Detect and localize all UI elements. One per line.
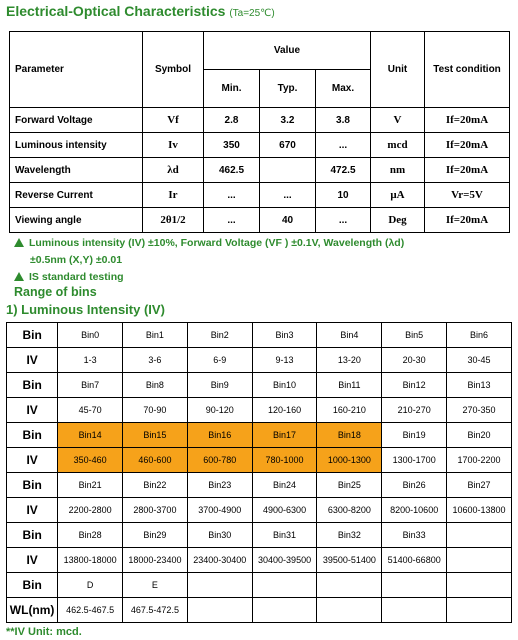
bins-cell: 462.5-467.5 bbox=[58, 598, 123, 623]
eo-row bbox=[10, 158, 510, 183]
min-cell: 462.5 bbox=[204, 158, 260, 183]
param-cell: Wavelength bbox=[10, 158, 143, 183]
bins-cell: 2200-2800 bbox=[58, 498, 123, 523]
typ-cell bbox=[260, 158, 316, 183]
bins-cell: 6300-8200 bbox=[317, 498, 382, 523]
bins-cell: Bin15 bbox=[123, 423, 188, 448]
test-condition-cell: If=20mA bbox=[425, 208, 510, 233]
symbol-cell: 2θ1/2 bbox=[143, 208, 204, 233]
header-value: Value bbox=[204, 32, 371, 70]
bins-cell: 90-120 bbox=[187, 398, 252, 423]
note-line-2: ±0.5nm (X,Y) ±0.01 bbox=[30, 254, 123, 266]
bins-cell: Bin16 bbox=[187, 423, 252, 448]
bins-cell: 460-600 bbox=[123, 448, 188, 473]
bins-cell bbox=[382, 598, 447, 623]
bins-cell bbox=[317, 598, 382, 623]
bins-row-label: IV bbox=[7, 348, 58, 373]
bins-cell: 3-6 bbox=[123, 348, 188, 373]
footer-iv-unit: **IV Unit: mcd. bbox=[6, 626, 82, 638]
min-cell: ... bbox=[204, 183, 260, 208]
param-cell: Viewing angle bbox=[10, 208, 143, 233]
bins-cell: Bin31 bbox=[252, 523, 317, 548]
bins-cell: 600-780 bbox=[187, 448, 252, 473]
eo-row bbox=[10, 133, 510, 158]
bins-row bbox=[7, 373, 512, 398]
bins-cell bbox=[187, 573, 252, 598]
bins-cell: Bin30 bbox=[187, 523, 252, 548]
symbol-cell: Vf bbox=[143, 108, 204, 133]
bins-row bbox=[7, 398, 512, 423]
typ-cell: 670 bbox=[260, 133, 316, 158]
bins-row-label: IV bbox=[7, 548, 58, 573]
bins-cell: Bin9 bbox=[187, 373, 252, 398]
bins-cell: 1300-1700 bbox=[382, 448, 447, 473]
note-standard bbox=[14, 271, 124, 283]
bins-cell: Bin32 bbox=[317, 523, 382, 548]
bins-row bbox=[7, 523, 512, 548]
test-condition-cell: If=20mA bbox=[425, 158, 510, 183]
bins-table bbox=[6, 322, 512, 623]
bins-cell: 210-270 bbox=[382, 398, 447, 423]
bins-cell: 18000-23400 bbox=[123, 548, 188, 573]
bins-cell bbox=[252, 598, 317, 623]
bins-cell bbox=[187, 598, 252, 623]
header-parameter: Parameter bbox=[10, 32, 143, 108]
bins-row-label: Bin bbox=[7, 573, 58, 598]
bins-cell: E bbox=[123, 573, 188, 598]
bins-cell: 8200-10600 bbox=[382, 498, 447, 523]
unit-cell: mcd bbox=[371, 133, 425, 158]
max-cell: 472.5 bbox=[316, 158, 371, 183]
bins-cell: Bin24 bbox=[252, 473, 317, 498]
min-cell: ... bbox=[204, 208, 260, 233]
bins-row bbox=[7, 498, 512, 523]
bins-cell: Bin12 bbox=[382, 373, 447, 398]
bins-cell: 1700-2200 bbox=[447, 448, 512, 473]
bins-row bbox=[7, 423, 512, 448]
bins-cell: D bbox=[58, 573, 123, 598]
electrical-optical-table bbox=[9, 31, 510, 233]
max-cell: 10 bbox=[316, 183, 371, 208]
bins-cell bbox=[252, 573, 317, 598]
bins-row-label: Bin bbox=[7, 373, 58, 398]
bins-cell: 467.5-472.5 bbox=[123, 598, 188, 623]
unit-cell: nm bbox=[371, 158, 425, 183]
bins-cell: Bin11 bbox=[317, 373, 382, 398]
bins-cell: Bin21 bbox=[58, 473, 123, 498]
triangle-icon bbox=[14, 272, 24, 281]
bins-cell: Bin2 bbox=[187, 323, 252, 348]
bins-cell: 120-160 bbox=[252, 398, 317, 423]
page-title bbox=[6, 3, 275, 19]
bins-cell: Bin10 bbox=[252, 373, 317, 398]
min-cell: 2.8 bbox=[204, 108, 260, 133]
typ-cell: 40 bbox=[260, 208, 316, 233]
triangle-icon bbox=[14, 238, 24, 247]
bins-cell bbox=[447, 598, 512, 623]
bins-cell: Bin26 bbox=[382, 473, 447, 498]
bins-row-label: IV bbox=[7, 448, 58, 473]
bins-cell: 160-210 bbox=[317, 398, 382, 423]
eo-row bbox=[10, 108, 510, 133]
bins-row-label: IV bbox=[7, 498, 58, 523]
typ-cell: ... bbox=[260, 183, 316, 208]
bins-cell: 780-1000 bbox=[252, 448, 317, 473]
bins-cell: Bin18 bbox=[317, 423, 382, 448]
bins-cell: 350-460 bbox=[58, 448, 123, 473]
bins-cell: 51400-66800 bbox=[382, 548, 447, 573]
section-luminous-intensity: 1) Luminous Intensity (IV) bbox=[6, 302, 165, 317]
note-line-3: IS standard testing bbox=[29, 271, 124, 283]
unit-cell: μA bbox=[371, 183, 425, 208]
eo-row bbox=[10, 183, 510, 208]
bins-cell bbox=[382, 573, 447, 598]
min-cell: 350 bbox=[204, 133, 260, 158]
bins-cell: Bin1 bbox=[123, 323, 188, 348]
bins-cell: Bin19 bbox=[382, 423, 447, 448]
bins-cell: 1000-1300 bbox=[317, 448, 382, 473]
bins-row bbox=[7, 348, 512, 373]
eo-row bbox=[10, 208, 510, 233]
test-condition-cell: If=20mA bbox=[425, 133, 510, 158]
bins-cell: Bin4 bbox=[317, 323, 382, 348]
bins-cell: 13-20 bbox=[317, 348, 382, 373]
bins-cell: Bin25 bbox=[317, 473, 382, 498]
bins-cell: Bin13 bbox=[447, 373, 512, 398]
section-range-of-bins: Range of bins bbox=[14, 285, 97, 299]
bins-cell: 9-13 bbox=[252, 348, 317, 373]
bins-row bbox=[7, 323, 512, 348]
bins-cell: 23400-30400 bbox=[187, 548, 252, 573]
bins-cell: 270-350 bbox=[447, 398, 512, 423]
bins-cell bbox=[447, 523, 512, 548]
max-cell: ... bbox=[316, 133, 371, 158]
test-condition-cell: Vr=5V bbox=[425, 183, 510, 208]
bins-cell: 39500-51400 bbox=[317, 548, 382, 573]
bins-cell bbox=[447, 548, 512, 573]
bins-cell: Bin20 bbox=[447, 423, 512, 448]
bins-cell: 2800-3700 bbox=[123, 498, 188, 523]
symbol-cell: λd bbox=[143, 158, 204, 183]
bins-cell: Bin5 bbox=[382, 323, 447, 348]
bins-row bbox=[7, 473, 512, 498]
note-tolerances bbox=[14, 237, 404, 249]
bins-row-label: Bin bbox=[7, 523, 58, 548]
title-condition: (Ta=25℃) bbox=[229, 8, 275, 19]
bins-cell: Bin3 bbox=[252, 323, 317, 348]
bins-row bbox=[7, 598, 512, 623]
bins-row-label: IV bbox=[7, 398, 58, 423]
bins-cell: 45-70 bbox=[58, 398, 123, 423]
bins-cell: Bin23 bbox=[187, 473, 252, 498]
bins-cell: Bin33 bbox=[382, 523, 447, 548]
bins-cell: Bin8 bbox=[123, 373, 188, 398]
param-cell: Forward Voltage bbox=[10, 108, 143, 133]
note-line-1: Luminous intensity (IV) ±10%, Forward Voltage (VF ) ±0.1V, Wavelength (λd) bbox=[29, 237, 405, 249]
bins-row bbox=[7, 548, 512, 573]
bins-cell: Bin22 bbox=[123, 473, 188, 498]
test-condition-cell: If=20mA bbox=[425, 108, 510, 133]
param-cell: Luminous intensity bbox=[10, 133, 143, 158]
typ-cell: 3.2 bbox=[260, 108, 316, 133]
bins-cell: Bin29 bbox=[123, 523, 188, 548]
bins-cell: 4900-6300 bbox=[252, 498, 317, 523]
bins-cell: 10600-13800 bbox=[447, 498, 512, 523]
bins-cell: 1-3 bbox=[58, 348, 123, 373]
bins-cell bbox=[317, 573, 382, 598]
unit-cell: Deg bbox=[371, 208, 425, 233]
header-typ: Typ. bbox=[260, 70, 316, 108]
bins-cell: 30-45 bbox=[447, 348, 512, 373]
bins-row-label: Bin bbox=[7, 423, 58, 448]
bins-cell: 3700-4900 bbox=[187, 498, 252, 523]
bins-cell: Bin27 bbox=[447, 473, 512, 498]
unit-cell: V bbox=[371, 108, 425, 133]
param-cell: Reverse Current bbox=[10, 183, 143, 208]
bins-row-label: Bin bbox=[7, 473, 58, 498]
header-test-condition: Test condition bbox=[425, 32, 510, 108]
bins-cell: Bin7 bbox=[58, 373, 123, 398]
header-min: Min. bbox=[204, 70, 260, 108]
bins-row bbox=[7, 448, 512, 473]
header-unit: Unit bbox=[371, 32, 425, 108]
bins-cell: Bin6 bbox=[447, 323, 512, 348]
symbol-cell: Ir bbox=[143, 183, 204, 208]
header-symbol: Symbol bbox=[143, 32, 204, 108]
bins-cell: Bin28 bbox=[58, 523, 123, 548]
symbol-cell: Iv bbox=[143, 133, 204, 158]
bins-cell bbox=[447, 573, 512, 598]
bins-row-label: WL(nm) bbox=[7, 598, 58, 623]
bins-cell: 13800-18000 bbox=[58, 548, 123, 573]
bins-cell: Bin14 bbox=[58, 423, 123, 448]
bins-cell: Bin17 bbox=[252, 423, 317, 448]
header-max: Max. bbox=[316, 70, 371, 108]
bins-cell: 30400-39500 bbox=[252, 548, 317, 573]
max-cell: 3.8 bbox=[316, 108, 371, 133]
bins-cell: 70-90 bbox=[123, 398, 188, 423]
bins-cell: 20-30 bbox=[382, 348, 447, 373]
bins-cell: 6-9 bbox=[187, 348, 252, 373]
bins-cell: Bin0 bbox=[58, 323, 123, 348]
bins-row-label: Bin bbox=[7, 323, 58, 348]
bins-row bbox=[7, 573, 512, 598]
max-cell: ... bbox=[316, 208, 371, 233]
title-main: Electrical-Optical Characteristics bbox=[6, 3, 226, 19]
